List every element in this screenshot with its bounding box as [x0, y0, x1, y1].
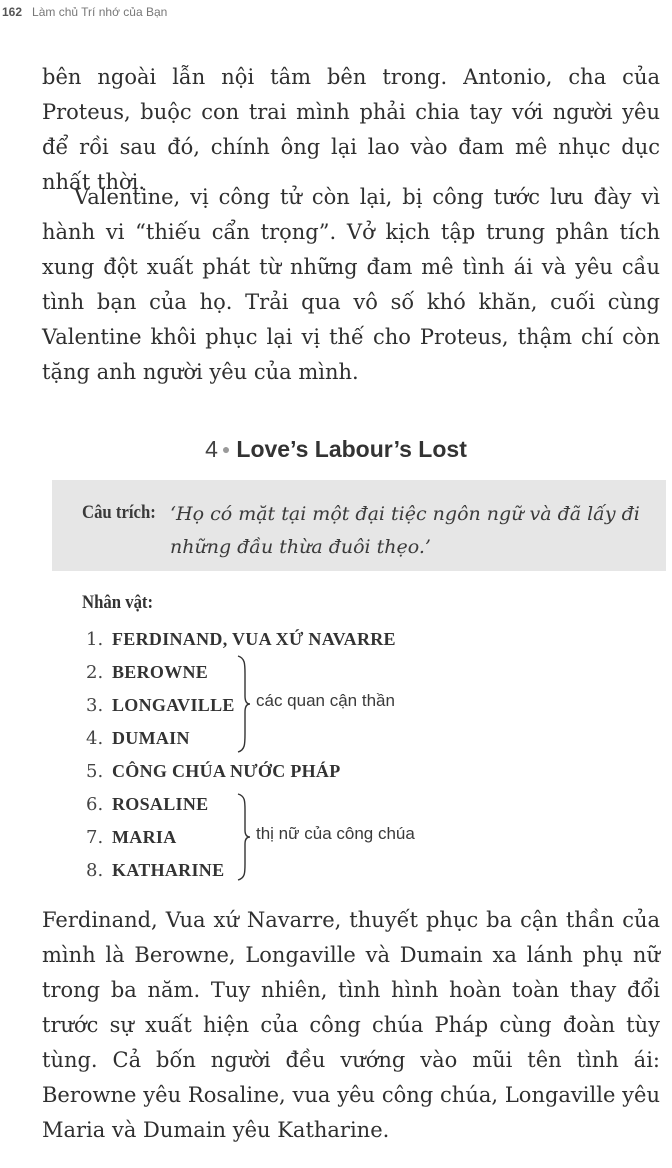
paragraph-2: Valentine, vị công tử còn lại, bị công tước lưu đày vì hành vi “thiếu cẩn trọng”. Vở kịch tập trung phân tích xung đột xuất phát từ những đam mê tình ái và yêu cầu tình bạn của họ. Trải qua vô số khó khăn, cuối cùng Valentine khôi phục lại vị thế cho Proteus, thậm chí còn tặng anh người yêu của mình. [42, 185, 660, 384]
character-number: 6. [86, 794, 104, 815]
character-name: BEROWNE [112, 662, 209, 682]
quote-box [52, 480, 666, 571]
character-name: CÔNG CHÚA NƯỚC PHÁP [112, 761, 341, 781]
section-heading [0, 436, 672, 463]
group-label-maids: thị nữ của công chúa [256, 824, 415, 843]
section-title: Love’s Labour’s Lost [236, 436, 467, 462]
character-number: 5. [86, 761, 104, 782]
character-item [86, 624, 396, 654]
group-label-courtiers: các quan cận thần [256, 691, 395, 710]
character-name: MARIA [112, 827, 177, 847]
quote-text: ‘Họ có mặt tại một đại tiệc ngôn ngữ và đã lấy đi những đầu thừa đuôi thẹo.’ [170, 503, 640, 558]
character-item [86, 723, 190, 753]
character-name: FERDINAND, VUA XỨ NAVARRE [112, 629, 396, 649]
character-name: LONGAVILLE [112, 695, 235, 715]
brace-icon [236, 654, 252, 754]
character-item [86, 657, 208, 687]
quote-label: Câu trích: [82, 502, 156, 523]
section-number: 4 [205, 436, 218, 462]
character-number: 7. [86, 827, 104, 848]
character-number: 3. [86, 695, 104, 716]
page-header [0, 0, 672, 24]
paragraph-3: Ferdinand, Vua xứ Navarre, thuyết phục ba cận thần của mình là Berowne, Longaville và Dumain xa lánh phụ nữ trong ba năm. Tuy nhiên, tình hình hoàn toàn thay đổi trước sự xuất hiện của công chúa Pháp cùng đoàn tùy tùng. Cả bốn người đều vướng vào mũi tên tình ái: Berowne yêu Rosaline, vua yêu công chúa, Longaville yêu Maria và Dumain yêu Katharine. [42, 908, 660, 1142]
character-name: ROSALINE [112, 794, 209, 814]
character-item [86, 690, 235, 720]
character-number: 2. [86, 662, 104, 683]
characters-title: Nhân vật: [82, 592, 154, 613]
character-item [86, 855, 224, 885]
character-item [86, 756, 341, 786]
character-number: 8. [86, 860, 104, 881]
running-title: Làm chủ Trí nhớ của Bạn [32, 5, 168, 19]
paragraph-1: bên ngoài lẫn nội tâm bên trong. Antonio, cha của Proteus, buộc con trai mình phải chia tay với người yêu để rồi sau đó, chính ông lại lao vào đam mê nhục dục nhất thời. [42, 65, 660, 194]
brace-icon [236, 792, 252, 882]
page-number: 162 [2, 5, 23, 19]
character-item [86, 789, 208, 819]
bullet-icon: ● [221, 441, 231, 457]
character-number: 4. [86, 728, 104, 749]
character-name: DUMAIN [112, 728, 190, 748]
character-number: 1. [86, 629, 104, 650]
character-item [86, 822, 177, 852]
character-name: KATHARINE [112, 860, 225, 880]
